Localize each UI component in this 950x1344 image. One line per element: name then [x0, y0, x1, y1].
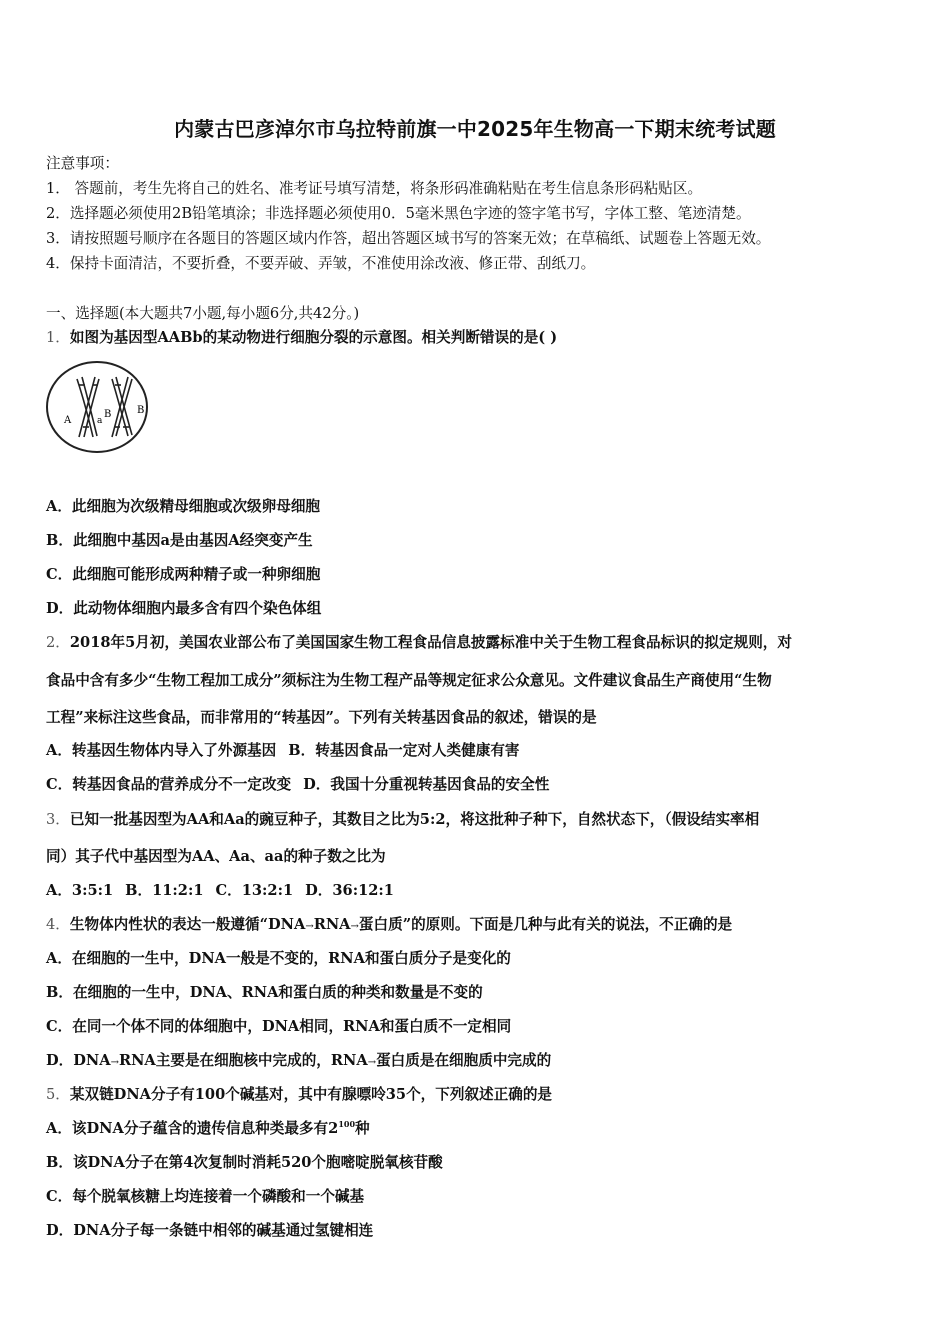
- question-number: 1．: [46, 329, 70, 346]
- question-5: 5．某双链DNA分子有100个碱基对，其中有腺嘌呤35个，下列叙述正确的是: [46, 1086, 553, 1103]
- arrow-icon: →: [305, 921, 314, 932]
- option-a: A．此细胞为次级精母细胞或次级卵母细胞: [46, 498, 321, 515]
- notice-item: 1． 答题前，考生先将自己的姓名、准考证号填写清楚，将条形码准确粘贴在考生信息条形码粘贴区。: [46, 180, 703, 197]
- option-c: C．此细胞可能形成两种精子或一种卵细胞: [46, 566, 321, 583]
- option-d: D．DNA分子每一条链中相邻的碱基通过氢键相连: [46, 1222, 374, 1239]
- question-3: 3．已知一批基因型为AA和Aa的豌豆种子，其数目之比为5:2，将这批种子种下，自然状态下，（假设结实率相: [46, 811, 760, 828]
- option-d: D．DNA→RNA主要是在细胞核中完成的，RNA→蛋白质是在细胞质中完成的: [46, 1052, 552, 1069]
- arrow-icon: →: [350, 921, 359, 932]
- cell-division-figure: [43, 357, 153, 457]
- option-row: C．转基因食品的营养成分不一定改变 D．我国十分重视转基因食品的安全性: [46, 776, 550, 793]
- question-4: 4．生物体内性状的表达一般遵循“DNA→RNA→蛋白质”的原则。下面是几种与此有关的说法，不正确的是: [46, 916, 733, 933]
- gene-label: B: [137, 405, 145, 416]
- question-number: 2．: [46, 634, 70, 651]
- question-number: 5．: [46, 1086, 70, 1103]
- notice-item: 3．请按照题号顺序在各题目的答题区域内作答，超出答题区域书写的答案无效；在草稿纸、试题卷上答题无效。: [46, 230, 771, 247]
- option-b: B．此细胞中基因a是由基因A经突变产生: [46, 532, 313, 549]
- option-row: A．3:5:1 B．11:2:1 C．13:2:1 D．36:12:1: [46, 882, 394, 899]
- option-d: D．此动物体细胞内最多含有四个染色体组: [46, 600, 322, 617]
- option-row: A．转基因生物体内导入了外源基因 B．转基因食品一定对人类健康有害: [46, 742, 520, 759]
- section-heading: 一、选择题(本大题共7小题,每小题6分,共42分。): [46, 305, 360, 322]
- option-c: C．在同一个体不同的体细胞中，DNA相同，RNA和蛋白质不一定相同: [46, 1018, 512, 1035]
- question-2: 2．2018年5月初，美国农业部公布了美国国家生物工程食品信息披露标准中关于生物工程食品标识的拟定规则，对: [46, 634, 792, 651]
- question-number: 3．: [46, 811, 70, 828]
- gene-label: B: [104, 409, 112, 420]
- notice-item: 2．选择题必须使用2B铅笔填涂；非选择题必须使用0．5毫米黑色字迹的签字笔书写，字体工整、笔迹清楚。: [46, 205, 751, 222]
- question-2-line: 工程”来标注这些食品，而非常用的“转基因”。下列有关转基因食品的叙述，错误的是: [46, 709, 597, 726]
- notice-heading: 注意事项：: [46, 155, 119, 172]
- option-c: C．每个脱氧核糖上均连接着一个磷酸和一个碱基: [46, 1188, 365, 1205]
- option-b: B．该DNA分子在第4次复制时消耗520个胞嘧啶脱氧核苷酸: [46, 1154, 443, 1171]
- option-b: B．在细胞的一生中，DNA、RNA和蛋白质的种类和数量是不变的: [46, 984, 483, 1001]
- question-1: [46, 326, 557, 347]
- question-number: 4．: [46, 916, 70, 933]
- arrow-icon: →: [110, 1057, 119, 1068]
- option-a: A．该DNA分子蕴含的遗传信息种类最多有$2^{100}$种: [46, 1119, 370, 1137]
- gene-label: A: [64, 415, 72, 426]
- page-title: 内蒙古巴彦淖尔市乌拉特前旗一中2025年生物高一下期末统考试题: [174, 117, 776, 141]
- question-stem: 如图为基因型AABb的某动物进行细胞分裂的示意图。相关判断错误的是( ): [69, 329, 558, 346]
- option-a: A．在细胞的一生中，DNA一般是不变的，RNA和蛋白质分子是变化的: [46, 950, 511, 967]
- question-3-line: 同）其子代中基因型为AA、Aa、aa的种子数之比为: [46, 848, 386, 865]
- notice-item: 4．保持卡面清洁，不要折叠，不要弄破、弄皱，不准使用涂改液、修正带、刮纸刀。: [46, 255, 596, 272]
- gene-label: a: [97, 416, 103, 426]
- question-2-line: 食品中含有多少“生物工程加工成分”须标注为生物工程产品等规定征求公众意见。文件建议食品生产商使用“生物: [46, 672, 772, 689]
- arrow-icon: →: [367, 1057, 377, 1068]
